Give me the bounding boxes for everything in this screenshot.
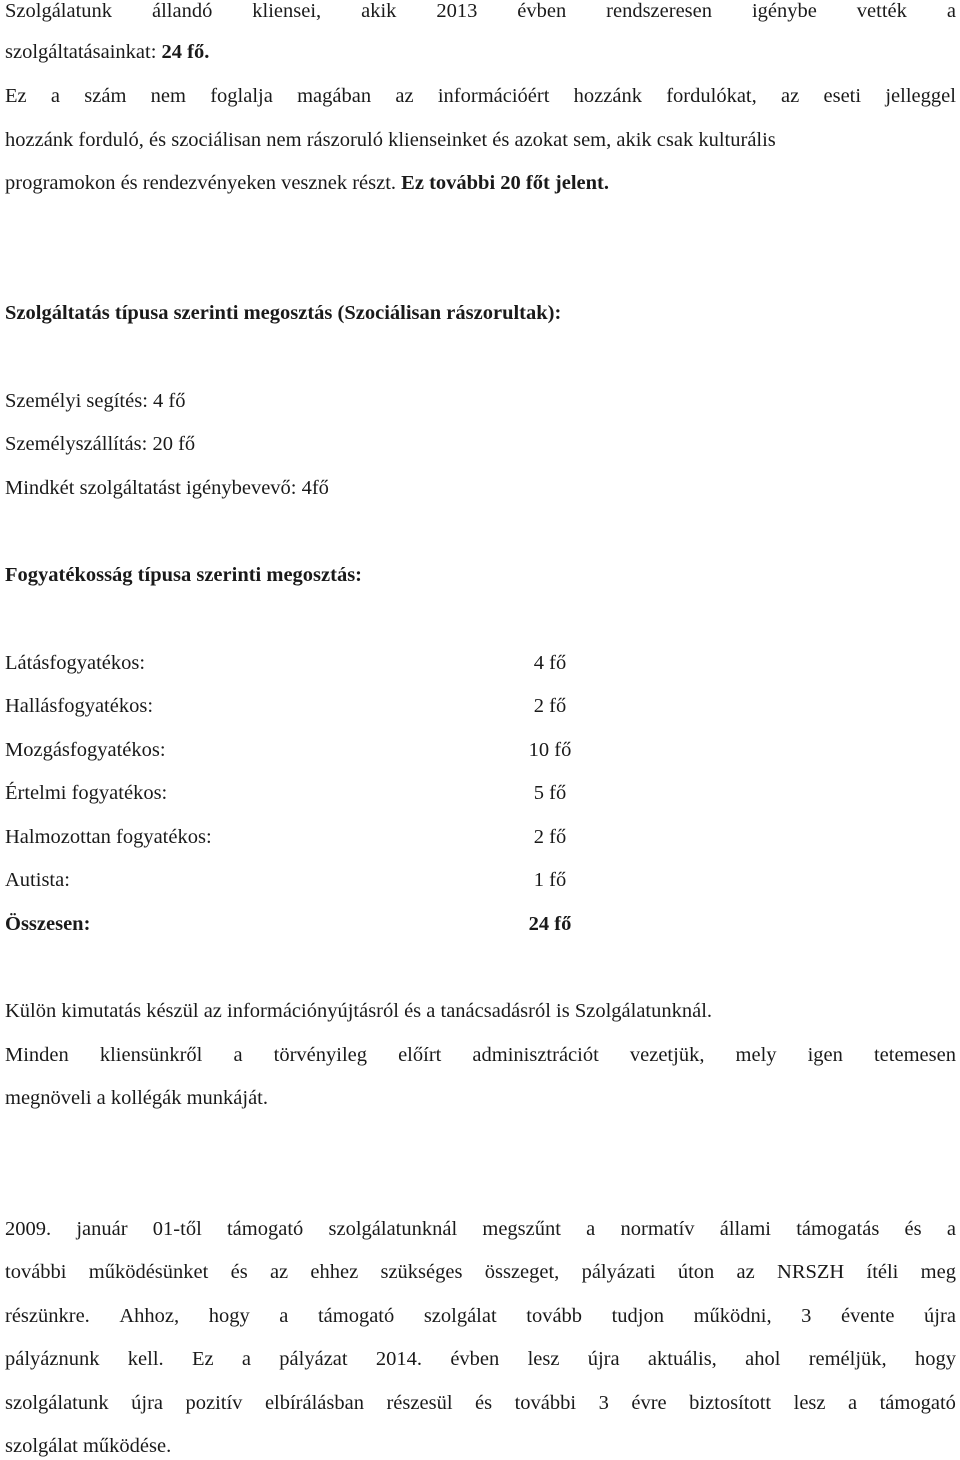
disability-row [5, 692, 625, 720]
disability-label: Autista: [5, 869, 70, 891]
word: magában [297, 85, 372, 107]
funding-line-4 [5, 1345, 956, 1373]
intro-count-bold: 24 fő. [161, 41, 210, 63]
word: 3 [598, 1392, 609, 1414]
word: hogy [914, 1348, 956, 1370]
disability-total-row [5, 910, 625, 938]
intro-line-2-text: szolgáltatásainkat: [5, 41, 162, 63]
service-item: Személyszállítás: 20 fő [5, 433, 196, 455]
word: biztosított [689, 1392, 772, 1414]
word: és [904, 1218, 922, 1240]
word: január [76, 1218, 128, 1240]
disability-heading: Fogyatékosság típusa szerinti megosztás: [5, 564, 363, 586]
word: reméljük, [808, 1348, 887, 1370]
disability-value: 5 fő [533, 782, 567, 804]
word: részünkre. [5, 1305, 90, 1327]
word: támogatás [796, 1218, 880, 1240]
word: szolgálatunk [5, 1392, 109, 1414]
intro-extra-bold: Ez további 20 főt jelent. [401, 172, 609, 194]
word: ehhez [310, 1261, 359, 1283]
word: kliensünkről [99, 1044, 203, 1066]
disability-value: 4 fő [533, 652, 567, 674]
word: támogató [226, 1218, 304, 1240]
word: fordulókat, [666, 85, 757, 107]
word: igen [807, 1044, 843, 1066]
note-line-3: megnöveli a kollégák munkáját. [5, 1087, 269, 1109]
word: a [946, 1218, 956, 1240]
note-line-2 [5, 1041, 956, 1069]
disability-row [5, 649, 625, 677]
disability-value: 1 fő [533, 869, 567, 891]
word: további [514, 1392, 577, 1414]
word: újra [131, 1392, 163, 1414]
word: állami [719, 1218, 771, 1240]
word: az [781, 85, 800, 107]
word: meg [920, 1261, 956, 1283]
word: Minden [5, 1044, 69, 1066]
word: ahol [745, 1348, 781, 1370]
word: Szolgálatunk [5, 0, 113, 22]
word: tovább [526, 1305, 583, 1327]
word: működésünket [88, 1261, 209, 1283]
word: 2014. [375, 1348, 423, 1370]
disability-row [5, 736, 625, 764]
disability-label: Hallásfogyatékos: [5, 695, 154, 717]
note-line-1: Külön kimutatás készül az információnyújtásról és a tanácsadásról is Szolgálatunknál. [5, 1000, 713, 1022]
word: évben [517, 0, 567, 22]
word: állandó [151, 0, 213, 22]
word: újra [924, 1305, 956, 1327]
word: 01-től [152, 1218, 202, 1240]
funding-line-2 [5, 1258, 956, 1286]
funding-line-1 [5, 1215, 956, 1243]
word: szolgálat [423, 1305, 497, 1327]
word: a [279, 1305, 289, 1327]
word: úton [677, 1261, 715, 1283]
disability-value: 2 fő [533, 695, 567, 717]
disability-value: 2 fő [533, 826, 567, 848]
disability-total-label: Összesen: [5, 913, 91, 935]
intro-line-5-text: programokon és rendezvényeken vesznek részt. [5, 172, 402, 194]
disability-row [5, 779, 625, 807]
word: akik [361, 0, 397, 22]
word: a [241, 1348, 251, 1370]
word: igénybe [751, 0, 817, 22]
service-heading: Szolgáltatás típusa szerinti megosztás (Szociálisan rászorultak): [5, 302, 562, 324]
word: tetemesen [873, 1044, 956, 1066]
word: szükséges [380, 1261, 463, 1283]
word: vezetjük, [629, 1044, 705, 1066]
word: az [269, 1261, 289, 1283]
word: Ez [5, 85, 27, 107]
word: részesül [386, 1392, 453, 1414]
funding-line-6: szolgálat működése. [5, 1435, 172, 1457]
word: és [475, 1392, 493, 1414]
word: támogató [879, 1392, 956, 1414]
funding-line-5 [5, 1389, 956, 1417]
service-item: Mindkét szolgáltatást igénybevevő: 4fő [5, 477, 329, 499]
word: aktuális, [647, 1348, 717, 1370]
word: tudjon [611, 1305, 665, 1327]
word: NRSZH [777, 1261, 845, 1283]
word: Ahhoz, [119, 1305, 180, 1327]
word: hozzánk [573, 85, 642, 107]
word: előírt [398, 1044, 442, 1066]
word: a [586, 1218, 596, 1240]
word: működni, [693, 1305, 772, 1327]
word: eseti [823, 85, 862, 107]
word: a [848, 1392, 858, 1414]
word: az [395, 85, 414, 107]
word: Ez [191, 1348, 214, 1370]
disability-label: Látásfogyatékos: [5, 652, 146, 674]
word: törvényileg [273, 1044, 367, 1066]
word: lesz [527, 1348, 560, 1370]
word: nem [150, 85, 186, 107]
intro-line-1 [5, 0, 956, 25]
word: évente [840, 1305, 895, 1327]
word: az [736, 1261, 755, 1283]
word: összeget, [484, 1261, 560, 1283]
word: 2009. [5, 1218, 52, 1240]
word: vették [856, 0, 907, 22]
word: megszűnt [482, 1218, 561, 1240]
word: hogy [208, 1305, 250, 1327]
word: támogató [317, 1305, 395, 1327]
disability-value: 10 fő [528, 739, 572, 761]
intro-line-3 [5, 82, 956, 110]
word: a [946, 0, 956, 22]
funding-line-3 [5, 1302, 956, 1330]
word: 3 [801, 1305, 812, 1327]
word: jelleggel [885, 85, 956, 107]
word: évben [450, 1348, 500, 1370]
service-item: Személyi segítés: 4 fő [5, 390, 186, 412]
word: mely [735, 1044, 777, 1066]
intro-line-5 [5, 169, 609, 197]
word: kell. [127, 1348, 164, 1370]
word: és [230, 1261, 248, 1283]
word: szolgálatunknál [328, 1218, 458, 1240]
disability-row [5, 866, 625, 894]
disability-label: Halmozottan fogyatékos: [5, 826, 212, 848]
word: pályázat [279, 1348, 348, 1370]
intro-line-2 [5, 38, 209, 66]
disability-row [5, 823, 625, 851]
word: normatív [620, 1218, 695, 1240]
word: szám [84, 85, 127, 107]
disability-label: Értelmi fogyatékos: [5, 782, 168, 804]
word: a [50, 85, 60, 107]
word: pozitív [185, 1392, 243, 1414]
word: információért [437, 85, 550, 107]
disability-label: Mozgásfogyatékos: [5, 739, 166, 761]
word: ítéli [866, 1261, 899, 1283]
word: újra [587, 1348, 620, 1370]
word: további [5, 1261, 67, 1283]
word: 2013 [436, 0, 478, 22]
word: elbírálásban [264, 1392, 364, 1414]
disability-total-value: 24 fő [528, 913, 572, 935]
word: kliensei, [252, 0, 322, 22]
word: pályázati [581, 1261, 656, 1283]
word: lesz [793, 1392, 826, 1414]
word: évre [631, 1392, 667, 1414]
intro-line-4: hozzánk forduló, és szociálisan nem rászoruló klienseinket és azokat sem, akik csak kulturális [5, 129, 776, 151]
word: rendszeresen [606, 0, 713, 22]
word: pályáznunk [5, 1348, 100, 1370]
word: adminisztrációt [472, 1044, 599, 1066]
word: foglalja [210, 85, 273, 107]
word: a [233, 1044, 243, 1066]
